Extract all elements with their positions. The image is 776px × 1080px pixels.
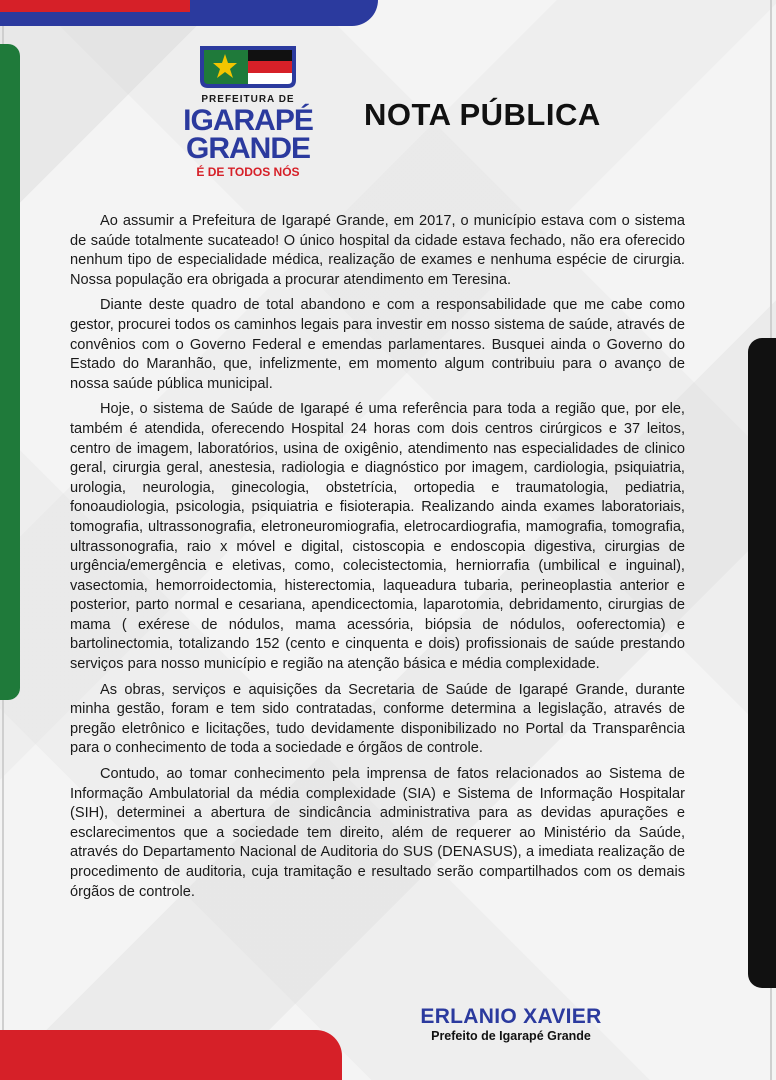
- paragraph-2: Diante deste quadro de total abandono e com a responsabilidade que me cabe como gestor, procurei todos os caminhos legais para investir em nosso sistema de saúde, através de convênios com o Governo Federal e emendas parlamentares. Busquei ainda o Governo do Estado do Maranhão, que, infelizmente, em momento algum contribuiu para o avanço de nossa saúde pública municipal.: [70, 297, 685, 392]
- logo-line-2: GRANDE: [185, 132, 310, 165]
- paragraph-4: As obras, serviços e aquisições da Secretaria de Saúde de Igarapé Grande, durante minha gestão, foram e tem sido contratadas, conforme determina a legislação, através de pregão eletrônico e licitações, tudo devidamente disponibilizado no Portal da Transparência para o conhecimento de toda a sociedade e órgãos de controle.: [70, 681, 685, 757]
- logo-tagline: É DE TODOS NÓS: [196, 165, 300, 179]
- paragraph-3: Hoje, o sistema de Saúde de Igarapé é uma referência para toda a região que, por ele, também é atendida, oferecendo Hospital 24 horas com dois centros cirúrgicos e 37 leitos, centro de imagem, laboratórios, usina de oxigênio, atendimento nas especialidades de clinico geral, cirurgia geral, anestesia, radiologia e diagnóstico por imagem, cardiologia, psiquiatria, urologia, neurologia, ginecologia, obstetrícia, ortopedia e traumatologia, pediatria, fonoaudiologia, psicologia, psiquiatria e fisioterapia. Realizando ainda exames laboratoriais, tomografia, ultrassonografia, eletroneuromiografia, eletrocardiografia, mamografia, tomografia, ultrassonografia, raio x móvel e digital, cistoscopia e endoscopia digestiva, cirurgias de urgência/emergência e eletivas, como, colecistectomia, herniorrafia (umbilical e inguinal), vasectomia, hemorroidectomia, histerectomia, laqueadura tubaria, perineoplastia anterior e posterior, parto normal e cesariana, apendicectomia, laparotomia, debridamento, cirurgias de mama ( exérese de nódulos, mama acessória, biópsia de nódulos, ooferectomia) e bartolinectomia, totalizando 152 (cento e cinquenta e dois) profissionais de saúde prestando serviços para nosso município e região na atenção básica e média complexidade.: [70, 401, 685, 673]
- signature-role: Prefeito de Igarapé Grande: [431, 1029, 591, 1043]
- note-body: [70, 212, 685, 908]
- bottom-red-bar: [0, 1030, 342, 1080]
- signature-block: [400, 1005, 622, 1044]
- logo-line-1: IGARAPÉ: [183, 104, 313, 137]
- top-red-bar: [0, 0, 190, 12]
- paragraph-1: Ao assumir a Prefeitura de Igarapé Grande, em 2017, o município estava com o sistema de saúde totalmente sucateado! O único hospital da cidade estava fechado, não era oferecido nenhum tipo de especialidade médica, realização de exames e nenhuma espécie de cirurgia. Nossa população era obrigada a procurar atendimento em Teresina.: [70, 213, 685, 288]
- signature-name: ERLANIO XAVIER: [420, 1005, 602, 1028]
- prefeitura-logo: [176, 44, 320, 180]
- left-green-bar: [0, 44, 20, 700]
- flag-icon: [198, 44, 298, 90]
- page-title: NOTA PÚBLICA: [364, 97, 601, 132]
- paragraph-5: Contudo, ao tomar conhecimento pela imprensa de fatos relacionados ao Sistema de Informação Ambulatorial da média complexidade (SIA) e Sistema de Informação Hospitalar (SIH), determinei a abertura de sindicância administrativa para as devidas apurações e esclarecimentos que a sociedade tem direito, além de requerer ao Ministério da Saúde, através do Departamento Nacional de Auditoria do SUS (DENASUS), a imediata realização de procedimento de auditoria, cuja tramitação e resultado serão compartilhados com os demais órgãos de controle.: [70, 766, 685, 900]
- right-black-bar: [748, 338, 776, 988]
- logo-prefix: PREFEITURA DE: [201, 94, 295, 105]
